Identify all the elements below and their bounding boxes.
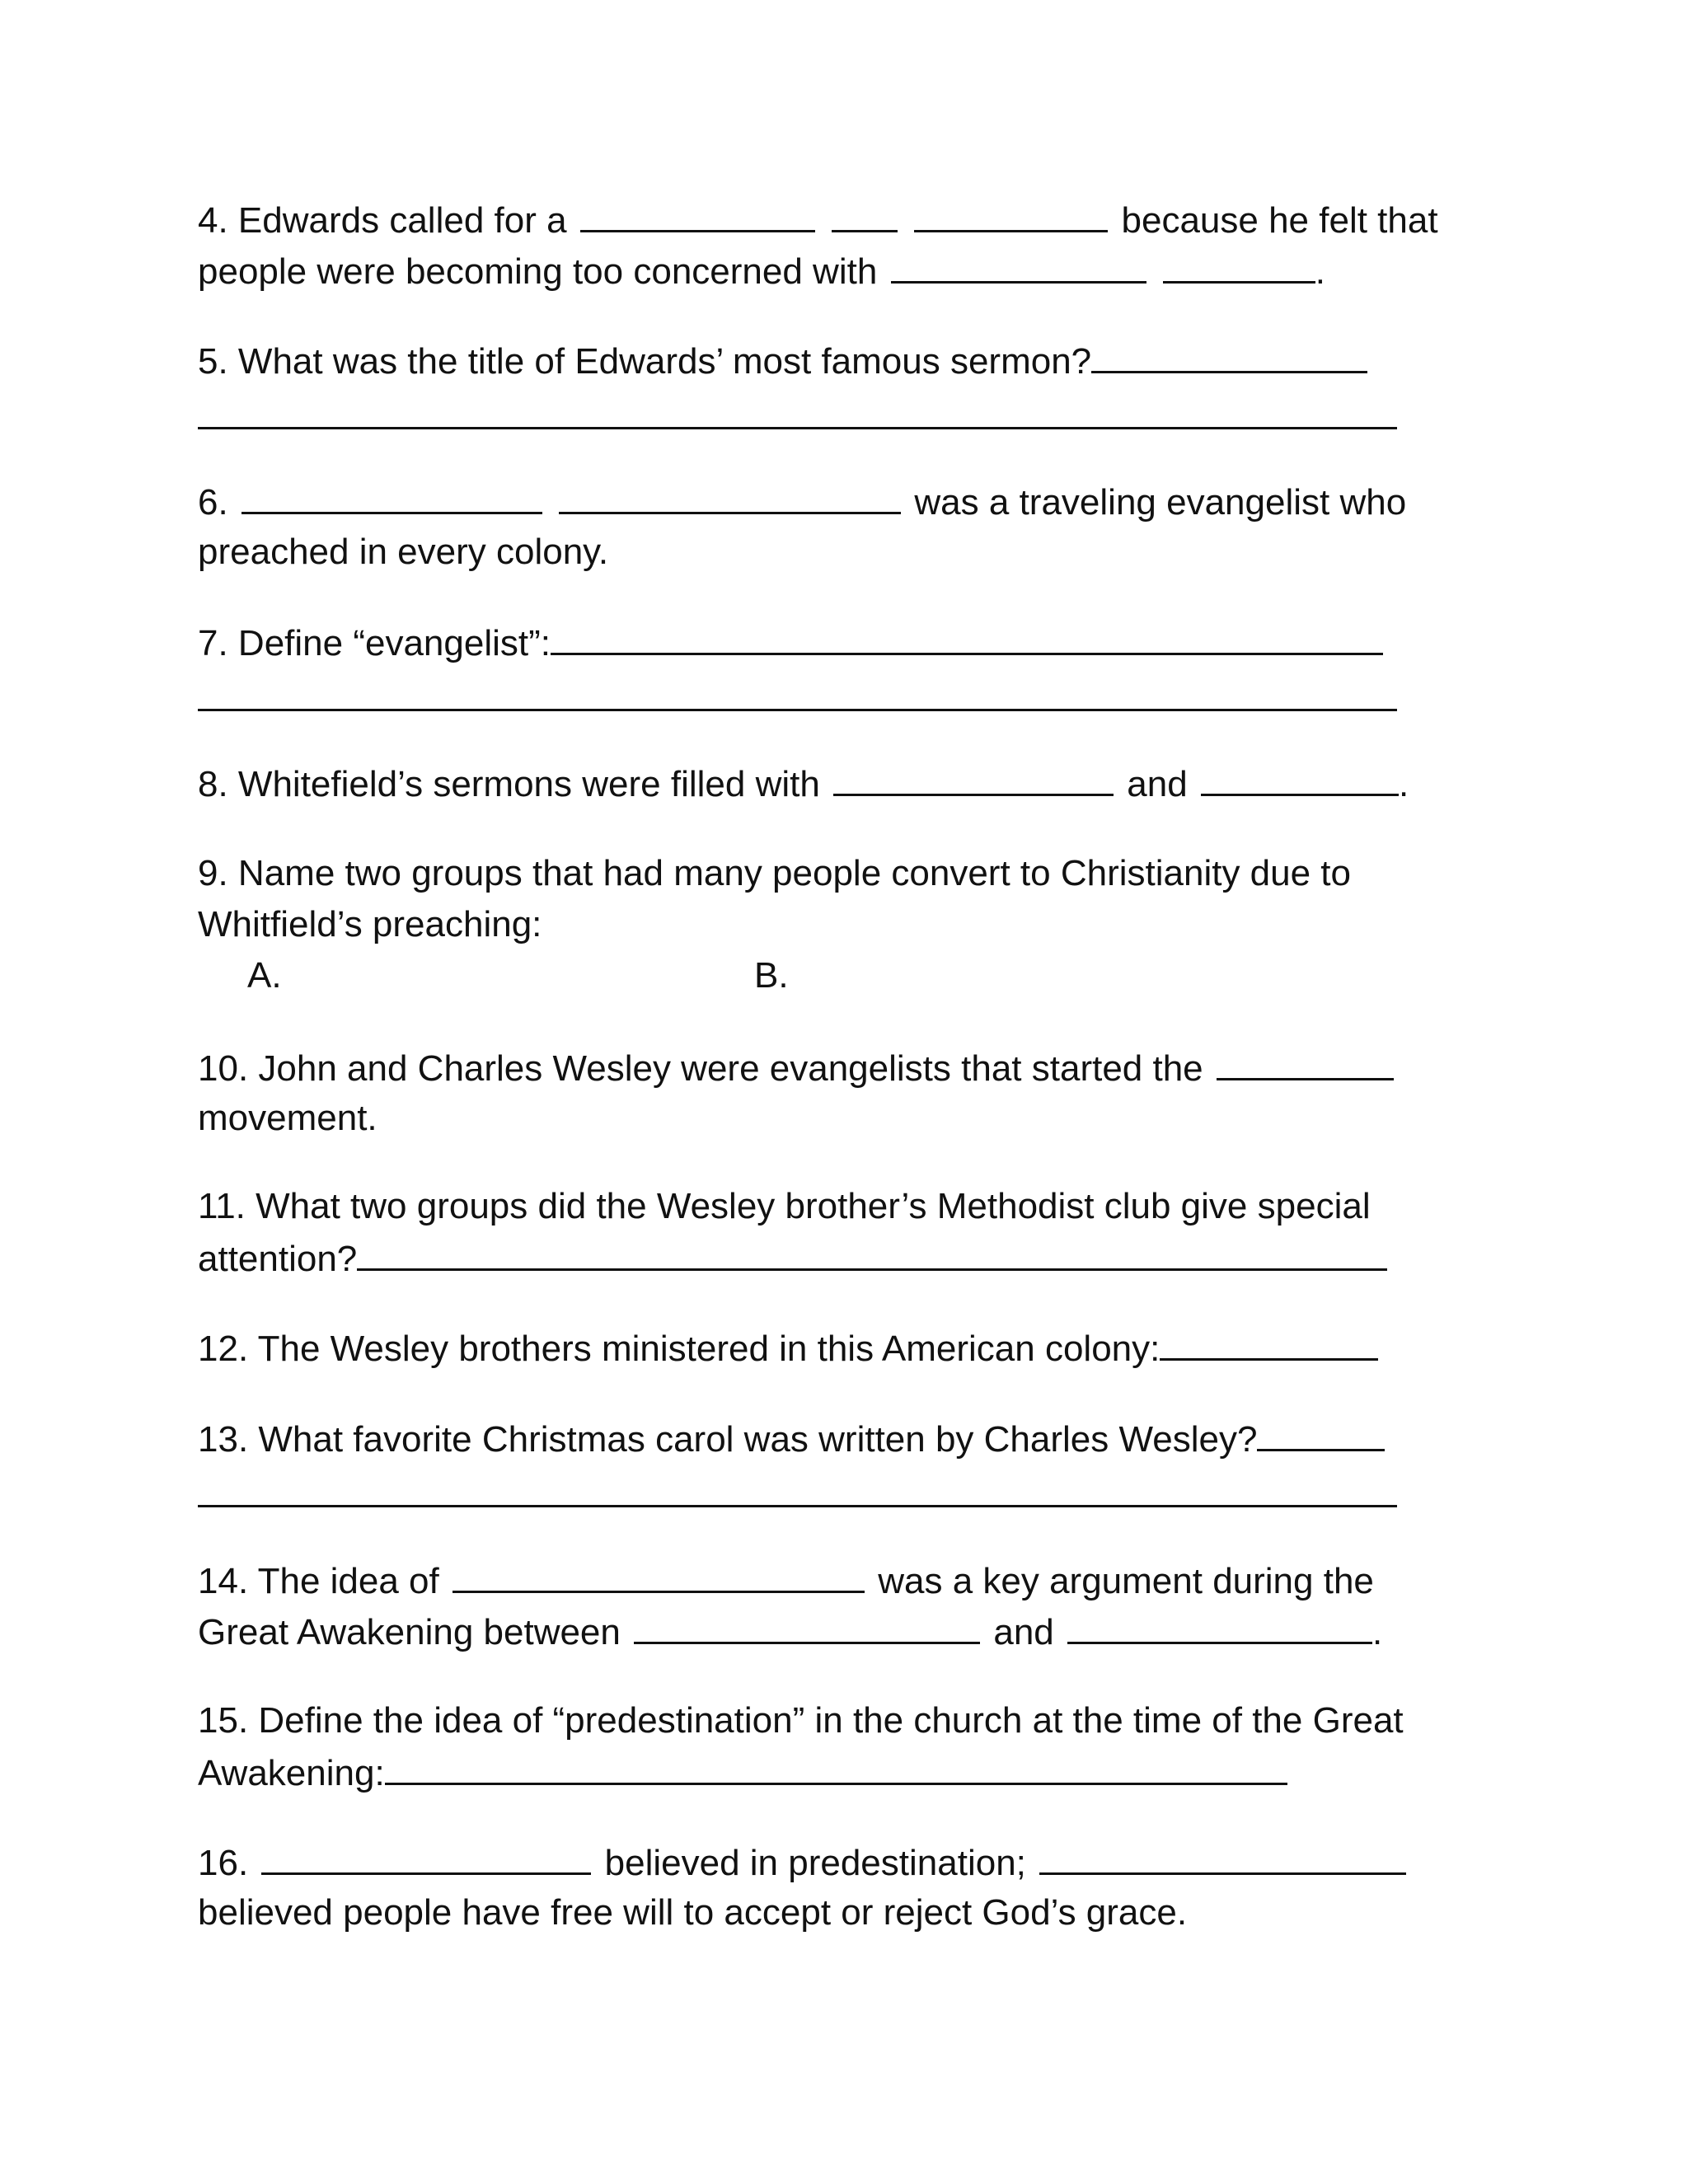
question-6-text-a: 6. bbox=[198, 482, 228, 523]
question-7-line-1 bbox=[198, 616, 1500, 668]
question-15-line-2 bbox=[198, 1746, 1500, 1797]
question-4-text-c: people were becoming too concerned with bbox=[198, 251, 878, 292]
question-8-text-a: 8. Whitefield’s sermons were filled with bbox=[198, 764, 820, 804]
question-6-line-1 bbox=[198, 476, 1500, 527]
answer-blank[interactable] bbox=[891, 245, 1146, 284]
question-14-line-1 bbox=[198, 1554, 1500, 1605]
question-4-line-1 bbox=[198, 194, 1500, 245]
answer-blank[interactable] bbox=[833, 757, 1114, 796]
answer-blank[interactable] bbox=[1067, 1605, 1372, 1644]
question-15 bbox=[198, 1695, 1500, 1797]
question-7 bbox=[198, 616, 1500, 711]
question-6-text-b: was a traveling evangelist who bbox=[914, 482, 1407, 523]
question-9 bbox=[198, 848, 1500, 950]
question-12-line-1 bbox=[198, 1322, 1500, 1373]
question-9-option-b: B. bbox=[754, 955, 789, 996]
answer-blank[interactable] bbox=[198, 391, 1397, 429]
question-9-text-a: 9. Name two groups that had many people convert to Christianity due to bbox=[198, 853, 1351, 893]
answer-blank[interactable] bbox=[1039, 1836, 1406, 1875]
question-10-line-1 bbox=[198, 1042, 1500, 1093]
question-13-line-1 bbox=[198, 1413, 1500, 1464]
question-14-text-d: and bbox=[993, 1612, 1054, 1652]
question-14-text-c: Great Awakening between bbox=[198, 1612, 621, 1652]
question-14 bbox=[198, 1554, 1500, 1657]
question-13 bbox=[198, 1413, 1500, 1507]
answer-blank[interactable] bbox=[832, 194, 898, 232]
answer-blank[interactable] bbox=[357, 1232, 1387, 1271]
answer-blank[interactable] bbox=[261, 1836, 591, 1875]
question-15-text-b: Awakening: bbox=[198, 1753, 385, 1793]
question-16 bbox=[198, 1836, 1500, 1938]
answer-blank[interactable] bbox=[580, 194, 815, 232]
answer-blank[interactable] bbox=[634, 1605, 980, 1644]
question-15-text-a: 15. Define the idea of “predestination” in the church at the time of the Great bbox=[198, 1700, 1404, 1741]
answer-blank[interactable] bbox=[1217, 1042, 1394, 1080]
question-5-text: 5. What was the title of Edwards’ most famous sermon? bbox=[198, 341, 1092, 382]
question-16-text-b: believed in predestination; bbox=[604, 1843, 1026, 1883]
answer-blank[interactable] bbox=[1160, 1322, 1378, 1361]
answer-blank[interactable] bbox=[1091, 335, 1367, 373]
question-8-period: . bbox=[1398, 764, 1409, 804]
question-16-text-a: 16. bbox=[198, 1843, 249, 1883]
question-14-period: . bbox=[1372, 1612, 1383, 1652]
question-10-text-a: 10. John and Charles Wesley were evangelists that started the bbox=[198, 1048, 1203, 1089]
question-10-text-b: movement. bbox=[198, 1098, 377, 1138]
question-7-text: 7. Define “evangelist”: bbox=[198, 623, 551, 663]
question-10 bbox=[198, 1042, 1500, 1144]
question-4-text-a: 4. Edwards called for a bbox=[198, 200, 567, 241]
answer-blank[interactable] bbox=[385, 1746, 1287, 1785]
question-9-text-b: Whitfield’s preaching: bbox=[198, 904, 542, 944]
question-12-text: 12. The Wesley brothers ministered in this American colony: bbox=[198, 1329, 1160, 1369]
answer-blank[interactable] bbox=[452, 1554, 865, 1593]
question-5-line-1 bbox=[198, 335, 1500, 386]
question-14-text-b: was a key argument during the bbox=[878, 1561, 1374, 1601]
question-14-text-a: 14. The idea of bbox=[198, 1561, 439, 1601]
question-14-line-2 bbox=[198, 1605, 1500, 1657]
question-4 bbox=[198, 194, 1500, 296]
question-4-period: . bbox=[1315, 251, 1325, 292]
question-5 bbox=[198, 335, 1500, 429]
answer-blank[interactable] bbox=[1257, 1413, 1385, 1451]
question-11-line-2 bbox=[198, 1232, 1500, 1283]
question-8-text-b: and bbox=[1127, 764, 1188, 804]
answer-blank[interactable] bbox=[914, 194, 1108, 232]
answer-blank[interactable] bbox=[551, 616, 1383, 655]
question-16-line-1 bbox=[198, 1836, 1500, 1887]
question-6 bbox=[198, 476, 1500, 578]
question-6-text-c: preached in every colony. bbox=[198, 532, 609, 572]
answer-blank[interactable] bbox=[559, 476, 901, 514]
question-8-line-1 bbox=[198, 757, 1500, 808]
answer-blank[interactable] bbox=[1201, 757, 1399, 796]
question-11-text-a: 11. What two groups did the Wesley brother’s Methodist club give special bbox=[198, 1186, 1371, 1226]
answer-blank[interactable] bbox=[198, 1469, 1397, 1507]
answer-blank[interactable] bbox=[198, 673, 1397, 711]
question-12 bbox=[198, 1322, 1500, 1373]
question-11-text-b: attention? bbox=[198, 1239, 358, 1279]
question-8 bbox=[198, 757, 1500, 808]
question-13-text: 13. What favorite Christmas carol was written by Charles Wesley? bbox=[198, 1419, 1258, 1460]
question-11 bbox=[198, 1181, 1500, 1283]
question-9-option-a: A. bbox=[247, 955, 282, 996]
answer-blank[interactable] bbox=[1163, 245, 1315, 284]
question-16-text-c: believed people have free will to accept or reject God’s grace. bbox=[198, 1892, 1188, 1933]
answer-blank[interactable] bbox=[241, 476, 542, 514]
question-4-text-b: because he felt that bbox=[1121, 200, 1438, 241]
question-4-line-2 bbox=[198, 245, 1500, 296]
